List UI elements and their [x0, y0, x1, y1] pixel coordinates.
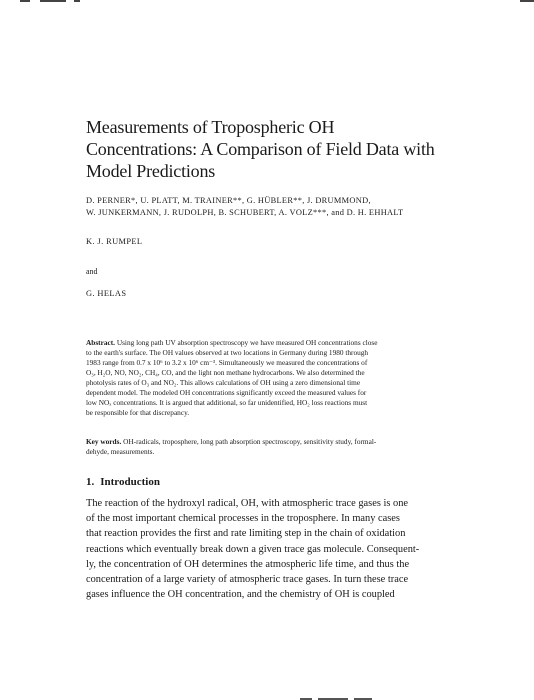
- intro-line: concentration of a large variety of atmospheric trace gases. In turn these trace: [86, 574, 409, 586]
- abstract-line: low NOₓ concentrations. It is argued that additional, so far unidentified, HO₂ loss reactions must: [86, 398, 368, 407]
- abstract-line: O₃, H₂O, NO, NO₂, CH₄, CO, and the light non methane hydrocarbons. We also determined the: [86, 368, 365, 377]
- intro-line: The reaction of the hydroxyl radical, OH, with atmospheric trace gases is one: [86, 498, 408, 509]
- section-number: 1.: [86, 476, 95, 488]
- intro-line: ly, the concentration of OH determines the atmospheric life time, and thus the: [86, 558, 410, 570]
- abstract-line: to the earth's surface. The OH values observed at two locations in Germany during 1980 through: [86, 348, 369, 357]
- keywords: [86, 437, 458, 457]
- intro-line: of the most important chemical processes in the troposphere. In many cases: [86, 513, 400, 525]
- title-line: Model Predictions: [86, 161, 216, 181]
- title-line: Measurements of Tropospheric OH: [86, 117, 335, 137]
- scan-artifact-top: [0, 0, 534, 3]
- intro-paragraph: [86, 496, 456, 602]
- abstract-line: be responsible for that discrepancy.: [86, 408, 190, 417]
- author-rumpel: K. J. RUMPEL: [86, 237, 143, 246]
- author-helas: G. HELAS: [86, 289, 127, 298]
- author-line: W. JUNKERMANN, J. RUDOLPH, B. SCHUBERT, A. VOLZ***, and D. H. EHHALT: [86, 208, 404, 217]
- section-heading: [86, 476, 160, 488]
- keywords-text: OH-radicals, troposphere, long path absorption spectroscopy, sensitivity study, formal-: [123, 437, 377, 446]
- abstract-text: Using long path UV absorption spectroscopy we have measured OH concentrations close: [116, 338, 378, 347]
- intro-line: gases influence the OH concentration, and the chemistry of OH is coupled: [86, 589, 395, 601]
- abstract-line: 1983 range from 0.7 x 10⁶ to 3.2 x 10⁶ cm⁻³. Simultaneously we measured the concentrations of: [86, 358, 368, 367]
- keywords-line: [86, 437, 458, 447]
- abstract-line: [86, 338, 458, 348]
- section-title: Introduction: [100, 476, 160, 488]
- abstract-line: dependent model. The modeled OH concentrations significantly exceed the measured values for: [86, 388, 367, 397]
- author-line: D. PERNER*, U. PLATT, M. TRAINER**, G. HÜBLER**, J. DRUMMOND,: [86, 196, 371, 205]
- keywords-line: dehyde, measurements.: [86, 447, 155, 456]
- abstract-line: photolysis rates of O₃ and NO₂. This allows calculations of OH using a zero dimensional time: [86, 378, 361, 387]
- author-list: [86, 195, 456, 219]
- abstract-label: Abstract.: [86, 338, 115, 347]
- intro-line: reactions which eventually break down a given trace gas molecule. Consequent-: [86, 543, 420, 555]
- paper-title: [86, 116, 486, 182]
- keywords-label: Key words.: [86, 437, 122, 446]
- scan-artifact-bottom: [0, 696, 534, 700]
- abstract: [86, 338, 458, 418]
- and-separator: and: [86, 267, 98, 276]
- intro-line: that reaction provides the first and rate limiting step in the chain of oxidation: [86, 528, 406, 540]
- title-line: Concentrations: A Comparison of Field Data with: [86, 139, 435, 159]
